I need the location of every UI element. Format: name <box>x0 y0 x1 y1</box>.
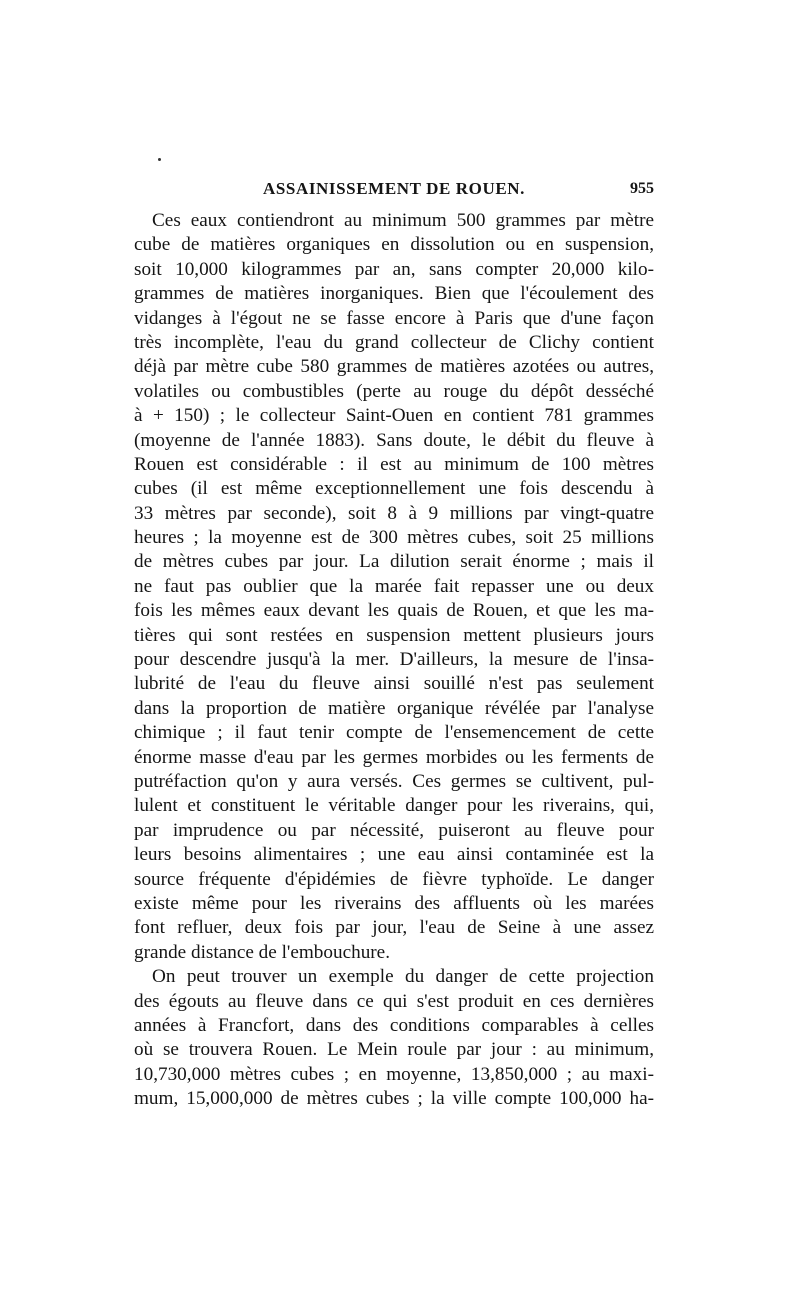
stray-dot <box>158 158 161 161</box>
text-line: énorme masse d'eau par les germes morbides ou les ferments de <box>134 746 654 768</box>
text-line: où se trouvera Rouen. Le Mein roule par jour : au minimum, <box>134 1039 654 1061</box>
text-line: chimique ; il faut tenir compte de l'ensemencement de cette <box>134 722 654 744</box>
text-line: fois les mêmes eaux devant les quais de Rouen, et que les ma- <box>134 600 654 622</box>
text-line: putréfaction qu'on y aura versés. Ces germes se cultivent, pul- <box>134 770 654 792</box>
text-line: lubrité de l'eau du fleuve ainsi souillé n'est pas seulement <box>134 673 654 695</box>
text-line: de mètres cubes par jour. La dilution serait énorme ; mais il <box>134 551 654 573</box>
text-line: années à Francfort, dans des conditions comparables à celles <box>134 1014 654 1036</box>
text-line: Rouen est considérable : il est au minimum de 100 mètres <box>134 453 654 475</box>
text-line: mum, 15,000,000 de mètres cubes ; la ville compte 100,000 ha- <box>134 1088 654 1110</box>
text-line: dans la proportion de matière organique révélée par l'analyse <box>134 697 654 719</box>
text-line: source fréquente d'épidémies de fièvre typhoïde. Le danger <box>134 868 654 890</box>
text-line: volatiles ou combustibles (perte au rouge du dépôt desséché <box>134 380 654 402</box>
paragraph-1 <box>134 209 654 965</box>
page-header <box>134 176 654 206</box>
text-line: ne faut pas oublier que la marée fait repasser une ou deux <box>134 575 654 597</box>
text-line: cube de matières organiques en dissolution ou en suspension, <box>134 234 654 256</box>
text-line: 33 mètres par seconde), soit 8 à 9 millions par vingt-quatre <box>134 502 654 524</box>
text-line: On peut trouver un exemple du danger de cette projection <box>152 966 654 988</box>
page-number: 955 <box>630 180 654 197</box>
text-line: existe même pour les riverains des affluents où les marées <box>134 892 654 914</box>
text-line: grammes de matières inorganiques. Bien que l'écoulement des <box>134 283 654 305</box>
text-line: heures ; la moyenne est de 300 mètres cubes, soit 25 millions <box>134 527 654 549</box>
paragraph-2 <box>134 965 654 1111</box>
text-line: grande distance de l'embouchure. <box>134 941 390 963</box>
text-line: soit 10,000 kilogrammes par an, sans compter 20,000 kilo- <box>134 258 654 280</box>
text-line: leurs besoins alimentaires ; une eau ainsi contaminée est la <box>134 844 654 866</box>
text-line: à + 150) ; le collecteur Saint-Ouen en contient 781 grammes <box>134 405 654 427</box>
text-line: (moyenne de l'année 1883). Sans doute, le débit du fleuve à <box>134 429 654 451</box>
text-line: cubes (il est même exceptionnellement une fois descendu à <box>134 478 654 500</box>
text-line: font refluer, deux fois par jour, l'eau de Seine à une assez <box>134 917 654 939</box>
text-line: par imprudence ou par nécessité, puiseront au fleuve pour <box>134 819 654 841</box>
text-line: lulent et constituent le véritable danger pour les riverains, qui, <box>134 795 654 817</box>
text-line: pour descendre jusqu'à la mer. D'ailleurs, la mesure de l'insa- <box>134 649 654 671</box>
text-line: déjà par mètre cube 580 grammes de matières azotées ou autres, <box>134 356 654 378</box>
text-line: 10,730,000 mètres cubes ; en moyenne, 13,850,000 ; au maxi- <box>134 1063 654 1085</box>
text-line: des égouts au fleuve dans ce qui s'est produit en ces dernières <box>134 990 654 1012</box>
body-text <box>134 209 654 1111</box>
running-title: ASSAINISSEMENT DE ROUEN. <box>262 179 526 198</box>
text-line: Ces eaux contiendront au minimum 500 grammes par mètre <box>152 210 654 231</box>
text-line: très incomplète, l'eau du grand collecteur de Clichy contient <box>134 331 654 353</box>
text-line: tières qui sont restées en suspension mettent plusieurs jours <box>134 624 654 646</box>
text-line: vidanges à l'égout ne se fasse encore à Paris que d'une façon <box>134 307 654 329</box>
